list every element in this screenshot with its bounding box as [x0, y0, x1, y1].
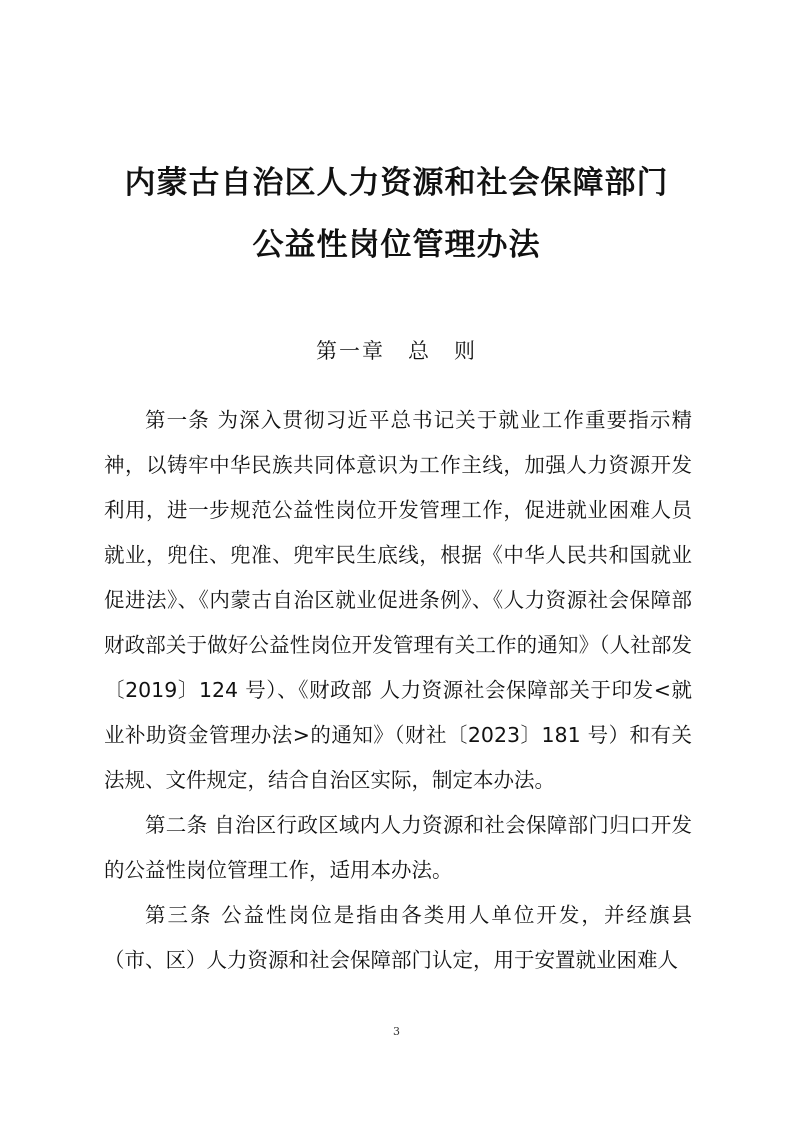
- title-line-2: 公益性岗位管理办法: [252, 227, 541, 263]
- document-title: [0, 152, 793, 276]
- document-body: [104, 398, 692, 983]
- article-3-paragraph: 第三条 公益性岗位是指由各类用人单位开发，并经旗县（市、区）人力资源和社会保障部门认定，用于安置就业困难人: [104, 903, 692, 972]
- article-1-paragraph: 第一条 为深入贯彻习近平总书记关于就业工作重要指示精神，以铸牢中华民族共同体意识为工作主线，加强人力资源开发利用，进一步规范公益性岗位开发管理工作，促进就业困难人员就业，兜住、兜准、兜牢民生底线，根据《中华人民共和国就业促进法》、《内蒙古自治区就业促进条例》、《人力资源社会保障部财政部关于做好公益性岗位开发管理有关工作的通知》（人社部发〔2019〕124 号）、《财政部 人力资源社会保障部关于印发<就业补助资金管理办法>的通知》（财社〔2023〕181 号）和有关法规、文件规定，结合自治区实际，制定本办法。: [104, 408, 692, 792]
- title-line-1: 内蒙古自治区人力资源和社会保障部门: [124, 165, 669, 201]
- chapter-heading: 第一章 总 则: [316, 339, 477, 363]
- page-number: 3: [393, 1025, 400, 1038]
- article-2-paragraph: 第二条 自治区行政区域内人力资源和社会保障部门归口开发的公益性岗位管理工作，适用本办法。: [104, 813, 692, 882]
